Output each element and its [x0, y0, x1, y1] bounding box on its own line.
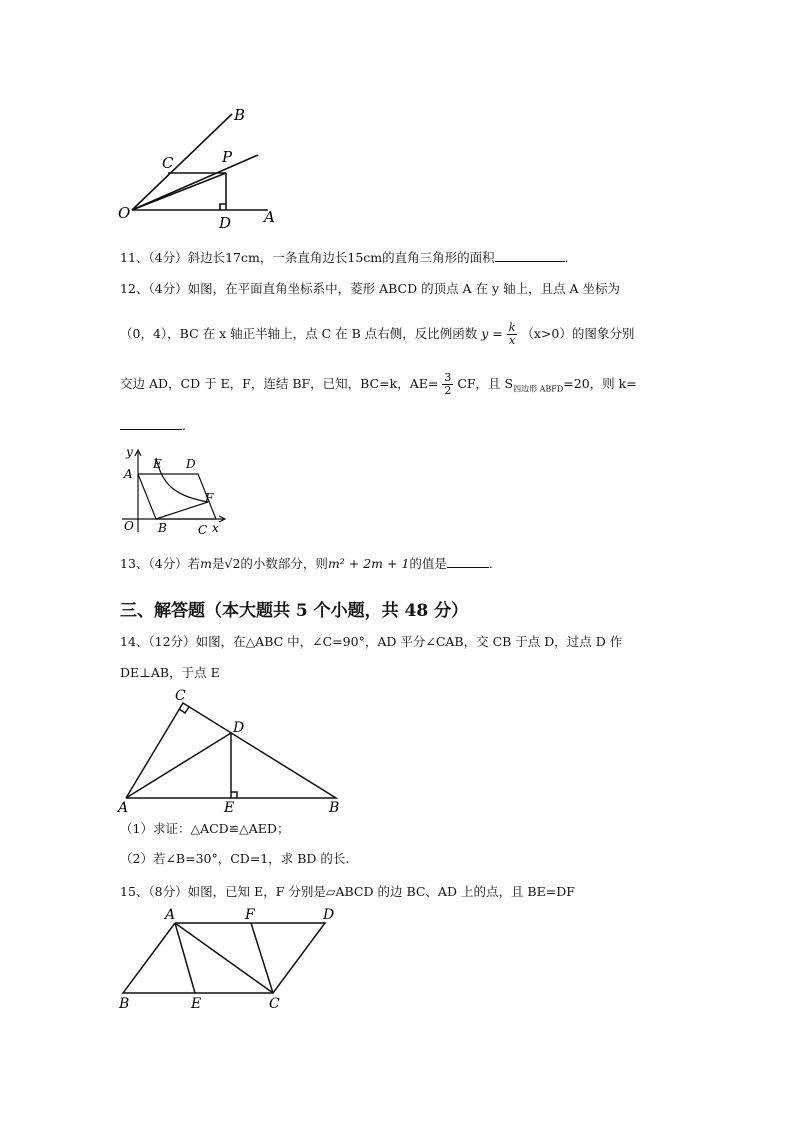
label-f: F [245, 907, 255, 923]
q12-line3c: =20，则 k= [563, 376, 637, 392]
label-f: F [205, 491, 214, 505]
label-b: B [119, 996, 130, 1012]
q15-text: 如图，已知 E，F 分别是▱ABCD 的边 BC、AD 上的点，且 BE=DF [187, 884, 575, 899]
label-c: C [198, 523, 208, 536]
section-heading: 三、解答题（本大题共 5 个小题，共 48 分） [120, 601, 469, 621]
q12-y-eq: y = [481, 326, 503, 342]
label-b: B [329, 800, 340, 814]
q15-number: 15、（8分） [120, 884, 188, 899]
question-15 [120, 886, 575, 899]
q14-number: 14、（12分） [120, 634, 196, 649]
fraction-k-over-x: $\frac{k}{x}$ [508, 321, 516, 348]
question-12-line1 [120, 283, 620, 296]
label-e: E [191, 996, 202, 1012]
question-11 [120, 252, 577, 265]
label-o: O [118, 204, 131, 222]
q12-line1: 如图，在平面直角坐标系中，菱形 ABCD 的顶点 A 在 y 轴上，且点 A 坐标为 [187, 281, 621, 296]
q12-end: . [182, 418, 186, 433]
q13-number: 13、（4分） [120, 556, 188, 571]
question-12-line2 [120, 322, 634, 347]
label-y: y [126, 445, 133, 459]
q13-m: m [200, 556, 212, 571]
label-o: O [124, 519, 134, 533]
label-c: C [175, 688, 186, 704]
label-a: A [165, 907, 176, 923]
q14-subquestion-1: （1）求证：△ACD≌△AED； [120, 821, 290, 836]
q11-answer-blank[interactable] [495, 261, 565, 262]
q13-text-d: 的值是 [409, 556, 447, 571]
label-e: E [224, 800, 235, 814]
q11-text: 斜边长17cm，一条直角边长15cm的直角三角形的面积 [187, 250, 495, 265]
question-12-line3 [120, 372, 637, 397]
q13-text-a: 若 [187, 556, 201, 571]
q11-number: 11、（4分） [120, 250, 188, 265]
label-a: A [124, 467, 133, 481]
label-c: C [269, 996, 280, 1012]
question-14-line1 [120, 636, 622, 649]
label-d: D [219, 214, 232, 230]
q12-sub: 四边形 ABFD [513, 384, 564, 394]
label-b: B [158, 521, 167, 535]
q14-subquestion-2: （2）若∠B=30°，CD=1，求 BD 的长. [120, 851, 350, 866]
label-x: x [212, 521, 219, 535]
label-a: A [118, 800, 129, 814]
label-p: P [222, 148, 233, 166]
question-13 [120, 558, 493, 571]
q13-text-b: 是 [211, 556, 225, 571]
q12-answer-blank[interactable] [120, 429, 182, 430]
figure-rhombus-coordinate [116, 444, 236, 536]
q14-line1: 如图，在△ABC 中，∠C=90°，AD 平分∠CAB，交 CB 于点 D，过点 D 作 [195, 634, 623, 649]
q13-sqrt: √2 [224, 556, 241, 571]
q13-answer-blank[interactable] [447, 567, 489, 568]
label-d: D [186, 457, 196, 471]
figure-parallelogram-abcd [115, 904, 345, 1012]
figure-triangle-abc [115, 686, 355, 814]
q12-answer-line [120, 420, 186, 433]
question-14-line2: DE⊥AB，于点 E [120, 665, 220, 680]
label-c: C [162, 154, 174, 172]
q12-line2a: （0，4），BC 在 x 轴正半轴上，点 C 在 B 点右侧，反比例函数 [120, 326, 478, 342]
label-d: D [323, 907, 335, 923]
label-d: D [233, 720, 245, 736]
q12-line3b: CF，且 S [457, 376, 514, 392]
q12-line3a: 交边 AD，CD 于 E，F，连结 BF，已知，BC=k，AE= [120, 376, 439, 392]
q12-number: 12、（4分） [120, 281, 188, 296]
fraction-3-over-2: $\frac{3}{2}$ [444, 371, 452, 398]
figure-angle-opd [110, 100, 280, 230]
q13-text-c: 的小数部分，则 [240, 556, 328, 571]
label-a: A [264, 208, 275, 226]
label-e: E [153, 457, 162, 471]
q13-end: . [488, 556, 493, 571]
q12-line2b: （x>0）的图象分别 [521, 326, 635, 342]
label-b: B [234, 106, 246, 124]
q13-expr: m² + 2m + 1 [327, 556, 410, 571]
q11-end: ． [564, 250, 578, 265]
